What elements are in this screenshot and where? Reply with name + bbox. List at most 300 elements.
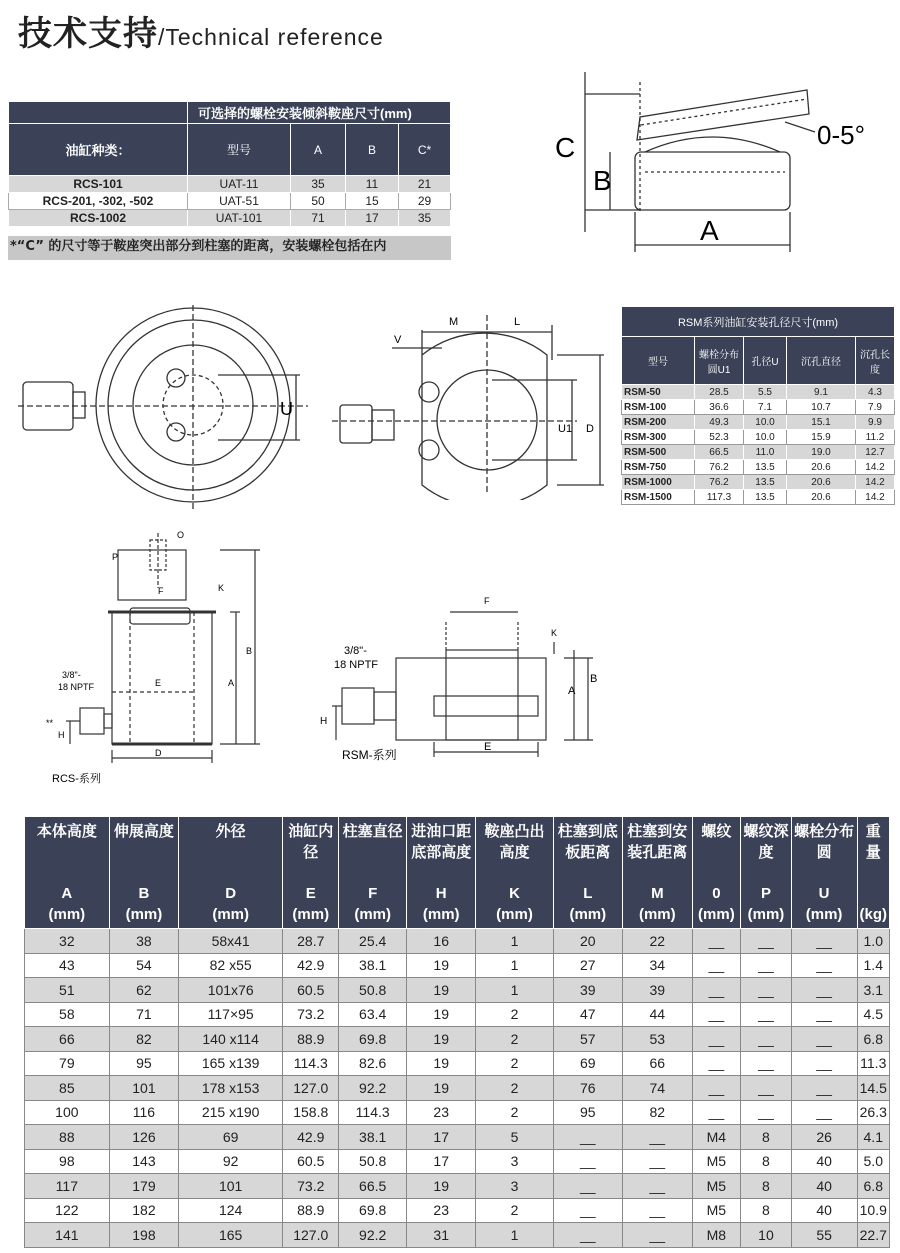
spec-cell: 88 [25, 1125, 110, 1150]
rsm-cell: 11.2 [856, 430, 895, 445]
spec-cell: 39 [623, 978, 693, 1003]
dim-label-a: A [568, 685, 576, 697]
port-label-1: 3/8"- [344, 645, 367, 657]
rsm-cell: 7.1 [744, 400, 787, 415]
spec-header-name: 本体高度 [36, 823, 97, 840]
rsm-cell: 13.5 [744, 490, 787, 505]
spec-cell: 69.8 [339, 1198, 407, 1223]
spec-cell: __ [791, 978, 857, 1003]
dim-label-u: U [280, 399, 293, 419]
spec-cell: __ [553, 1125, 623, 1150]
spec-header-unit: (mm) [354, 906, 391, 923]
dim-label-b: B [590, 673, 598, 685]
dim-label-a: A [700, 215, 719, 246]
spec-cell: 19 [406, 953, 476, 978]
spec-header-symbol [860, 883, 888, 904]
spec-header-name: 伸展高度 [113, 823, 174, 840]
spec-cell: 31 [406, 1223, 476, 1248]
spec-cell: 69.8 [339, 1027, 407, 1052]
rsm-cell: 11.0 [744, 445, 787, 460]
title-zh: 技术支持 [18, 14, 158, 54]
rsm-header: 沉孔直径 [787, 337, 856, 385]
saddle-cell: UAT-101 [188, 210, 291, 227]
spec-cell: 40 [791, 1198, 857, 1223]
dim-label-v: V [394, 334, 402, 346]
rsm-cell: 10.7 [787, 400, 856, 415]
spec-header [25, 817, 110, 929]
spec-header-symbol: L [583, 885, 593, 902]
spec-cell: 6.8 [857, 1027, 890, 1052]
spec-header [179, 817, 283, 929]
saddle-header: 型号 [188, 124, 291, 176]
spec-cell: 19 [406, 1076, 476, 1101]
spec-header-name: 螺纹 [701, 823, 732, 840]
rsm-row [622, 415, 895, 430]
spec-header [283, 817, 339, 929]
spec-cell: 60.5 [283, 978, 339, 1003]
spec-header-name: 重量 [865, 823, 881, 861]
spec-cell: 23 [406, 1100, 476, 1125]
spec-header-symbol: U [818, 885, 830, 902]
spec-header [692, 817, 741, 929]
spec-cell: __ [623, 1198, 693, 1223]
spec-cell: 53 [623, 1027, 693, 1052]
saddle-cell: RCS-101 [9, 176, 188, 193]
spec-cell: 73.2 [283, 1002, 339, 1027]
spec-row [25, 1076, 890, 1101]
rcs-caption: RCS-系列 [52, 773, 101, 785]
spec-cell: 10.9 [857, 1198, 890, 1223]
rsm-cell: 20.6 [787, 460, 856, 475]
rsm-cell: 10.0 [744, 415, 787, 430]
spec-cell: 47 [553, 1002, 623, 1027]
spec-cell: 2 [476, 1002, 553, 1027]
spec-cell: __ [741, 1027, 792, 1052]
tilted-saddle-shape [637, 90, 809, 140]
rsm-cell: RSM-200 [622, 415, 695, 430]
spec-cell: M5 [692, 1198, 741, 1223]
rsm-cell: 76.2 [695, 475, 744, 490]
spec-cell: __ [692, 1051, 741, 1076]
spec-cell: 8 [741, 1198, 792, 1223]
spec-cell: 5.0 [857, 1149, 890, 1174]
spec-cell: __ [791, 929, 857, 954]
spec-cell: 69 [179, 1125, 283, 1150]
rsm-side-diagram [318, 592, 618, 772]
dim-label-e: E [155, 678, 162, 688]
spec-header-name: 螺栓分布圆 [794, 823, 855, 861]
rsm-cell: 49.3 [695, 415, 744, 430]
saddle-cell: 29 [399, 193, 451, 210]
spec-cell: 116 [109, 1100, 179, 1125]
dim-label-angle: 0-5° [817, 120, 865, 150]
spec-cell: 58x41 [179, 929, 283, 954]
spec-cell: 43 [25, 953, 110, 978]
saddle-row [9, 210, 451, 227]
rsm-cell: 13.5 [744, 475, 787, 490]
spec-cell: 54 [109, 953, 179, 978]
spec-cell: 14.5 [857, 1076, 890, 1101]
saddle-header: A [291, 124, 346, 176]
spec-cell: __ [741, 1076, 792, 1101]
spec-cell: 66.5 [339, 1174, 407, 1199]
spec-cell: 141 [25, 1223, 110, 1248]
spec-cell: 143 [109, 1149, 179, 1174]
spec-cell: 20 [553, 929, 623, 954]
spec-cell: __ [791, 953, 857, 978]
saddle-row [9, 193, 451, 210]
spec-cell: 3.1 [857, 978, 890, 1003]
saddle-header: C* [399, 124, 451, 176]
spec-cell: 57 [553, 1027, 623, 1052]
spec-cell: 101x76 [179, 978, 283, 1003]
spec-cell: M5 [692, 1149, 741, 1174]
saddle-cell: RCS-1002 [9, 210, 188, 227]
spec-cell: 17 [406, 1125, 476, 1150]
spec-cell: __ [791, 1076, 857, 1101]
rsm-cell: 15.9 [787, 430, 856, 445]
spec-cell: 127.0 [283, 1223, 339, 1248]
spec-row [25, 1027, 890, 1052]
spec-cell: 8 [741, 1149, 792, 1174]
spec-header-unit: (mm) [292, 906, 330, 923]
spec-cell: 1 [476, 929, 553, 954]
spec-cell: 98 [25, 1149, 110, 1174]
spec-cell: 1 [476, 978, 553, 1003]
spec-cell: __ [692, 929, 741, 954]
saddle-cell: 11 [346, 176, 399, 193]
dim-label-m: M [449, 316, 459, 328]
spec-cell: __ [741, 953, 792, 978]
spec-header [623, 817, 693, 929]
spec-cell: 122 [25, 1198, 110, 1223]
saddle-cell: UAT-51 [188, 193, 291, 210]
spec-cell: 69 [553, 1051, 623, 1076]
spec-header [406, 817, 476, 929]
rsm-caption: RSM-系列 [342, 748, 397, 762]
spec-table [24, 816, 890, 1248]
spec-cell: __ [791, 1051, 857, 1076]
tilt-saddle-diagram [545, 62, 895, 262]
spec-cell: M5 [692, 1174, 741, 1199]
spec-cell: 16 [406, 929, 476, 954]
saddle-cell: 71 [291, 210, 346, 227]
spec-header-unit: (mm) [747, 906, 785, 923]
saddle-cell: 35 [399, 210, 451, 227]
saddle-cell: 17 [346, 210, 399, 227]
spec-cell: 11.3 [857, 1051, 890, 1076]
rsm-cell: 20.6 [787, 490, 856, 505]
saddle-cell: 35 [291, 176, 346, 193]
rsm-table [621, 306, 895, 505]
spec-cell: 82.6 [339, 1051, 407, 1076]
spec-cell: 55 [791, 1223, 857, 1248]
rsm-table-caption: RSM系列油缸安装孔径尺寸(mm) [622, 307, 895, 337]
spec-cell: 26.3 [857, 1100, 890, 1125]
spec-cell: 182 [109, 1198, 179, 1223]
spec-cell: 40 [791, 1149, 857, 1174]
spec-cell: __ [623, 1223, 693, 1248]
spec-cell: 198 [109, 1223, 179, 1248]
spec-cell: __ [623, 1149, 693, 1174]
rsm-cell: 52.3 [695, 430, 744, 445]
note-marker: ** [46, 718, 54, 728]
base-cylinder-shape [635, 152, 790, 210]
page-title [18, 6, 384, 55]
spec-cell: 126 [109, 1125, 179, 1150]
saddle-table [8, 101, 451, 227]
rcs-side-diagram [40, 528, 280, 788]
spec-cell: __ [623, 1174, 693, 1199]
saddle-row [9, 176, 451, 193]
spec-cell: 114.3 [339, 1100, 407, 1125]
spec-cell: 101 [109, 1076, 179, 1101]
saddle-note: *“C” 的尺寸等于鞍座突出部分到柱塞的距离，安装螺栓包括在内 [8, 236, 451, 260]
dim-label-b: B [246, 646, 253, 656]
spec-row [25, 1223, 890, 1248]
spec-header-unit: (mm) [496, 906, 533, 923]
spec-cell: 3 [476, 1174, 553, 1199]
saddle-cell: 21 [399, 176, 451, 193]
port-label-2: 18 NPTF [334, 659, 379, 671]
spec-cell: 4.5 [857, 1002, 890, 1027]
spec-cell: 38 [109, 929, 179, 954]
spec-cell: __ [692, 1002, 741, 1027]
spec-header [339, 817, 407, 929]
spec-cell: __ [692, 1076, 741, 1101]
spec-header-name: 柱塞到安装孔距离 [627, 823, 688, 861]
spec-header-unit: (mm) [698, 906, 735, 923]
spec-header-unit: (mm) [48, 906, 86, 923]
spec-cell: 10 [741, 1223, 792, 1248]
spec-header-symbol: E [305, 885, 316, 902]
spec-cell: 28.7 [283, 929, 339, 954]
spec-header-unit: (mm) [125, 906, 163, 923]
spec-row [25, 953, 890, 978]
rsm-cell: 4.3 [856, 385, 895, 400]
spec-header-unit: (kg) [859, 906, 887, 923]
spec-row [25, 1051, 890, 1076]
spec-cell: 62 [109, 978, 179, 1003]
dim-label-e: E [484, 741, 492, 753]
spec-cell: 39 [553, 978, 623, 1003]
spec-cell: M4 [692, 1125, 741, 1150]
spec-cell: __ [553, 1174, 623, 1199]
spec-cell: 60.5 [283, 1149, 339, 1174]
spec-cell: 117 [25, 1174, 110, 1199]
spec-cell: 92.2 [339, 1076, 407, 1101]
spec-cell: 5 [476, 1125, 553, 1150]
spec-header [857, 817, 890, 929]
spec-cell: 1 [476, 953, 553, 978]
rsm-cell: 66.5 [695, 445, 744, 460]
spec-header [741, 817, 792, 929]
spec-header-symbol: K [509, 885, 520, 902]
rsm-header: 型号 [622, 337, 695, 385]
spec-cell: 50.8 [339, 978, 407, 1003]
spec-header-symbol: F [368, 885, 378, 902]
spec-cell: __ [741, 1002, 792, 1027]
spec-cell: 66 [623, 1051, 693, 1076]
spec-cell: 158.8 [283, 1100, 339, 1125]
spec-row [25, 1100, 890, 1125]
rsm-cell: 19.0 [787, 445, 856, 460]
spec-cell: 50.8 [339, 1149, 407, 1174]
spec-cell: 1.0 [857, 929, 890, 954]
spec-cell: 2 [476, 1100, 553, 1125]
spec-cell: 82 [623, 1100, 693, 1125]
spec-header-symbol: A [61, 885, 73, 902]
dome-shape [645, 137, 780, 152]
dim-label-f: F [158, 586, 164, 596]
spec-cell: 100 [25, 1100, 110, 1125]
spec-header-name: 外径 [215, 823, 246, 840]
rsm-cell: 76.2 [695, 460, 744, 475]
spec-cell: 2 [476, 1076, 553, 1101]
rsm-cell: 15.1 [787, 415, 856, 430]
spec-cell: 66 [25, 1027, 110, 1052]
spec-cell: 215 x190 [179, 1100, 283, 1125]
spec-header-name: 进油口距底部高度 [411, 823, 472, 861]
spec-cell: 4.1 [857, 1125, 890, 1150]
spec-cell: 179 [109, 1174, 179, 1199]
rsm-cell: RSM-50 [622, 385, 695, 400]
spec-header [476, 817, 553, 929]
rsm-row [622, 385, 895, 400]
rsm-cell: RSM-1000 [622, 475, 695, 490]
spec-header-unit: (mm) [638, 906, 676, 923]
spec-cell: 124 [179, 1198, 283, 1223]
spec-cell: 17 [406, 1149, 476, 1174]
spec-header-unit: (mm) [422, 906, 460, 923]
spec-row [25, 1125, 890, 1150]
title-en: /Technical reference [158, 24, 384, 50]
dim-label-l: L [514, 316, 521, 328]
rsm-cell: 12.7 [856, 445, 895, 460]
spec-cell: 117×95 [179, 1002, 283, 1027]
spec-row [25, 978, 890, 1003]
rsm-row [622, 475, 895, 490]
dim-label-u1: U1 [558, 423, 573, 435]
saddle-header: 油缸种类： [9, 124, 188, 176]
spec-cell: __ [623, 1125, 693, 1150]
rsm-cell: 14.2 [856, 475, 895, 490]
spec-cell: 8 [741, 1125, 792, 1150]
spec-cell: 2 [476, 1051, 553, 1076]
spec-cell: 165 x139 [179, 1051, 283, 1076]
spec-cell: __ [791, 1100, 857, 1125]
rsm-body-outline [422, 333, 547, 500]
rsm-cell: 9.9 [856, 415, 895, 430]
spec-cell: 101 [179, 1174, 283, 1199]
spec-header-name: 柱塞到底板距离 [557, 823, 618, 861]
spec-header [109, 817, 179, 929]
spec-cell: 92.2 [339, 1223, 407, 1248]
dim-label-h: H [320, 716, 328, 727]
rsm-header: 螺栓分布圆U1 [695, 337, 744, 385]
spec-cell: 34 [623, 953, 693, 978]
rsm-row [622, 490, 895, 505]
spec-cell: __ [741, 1051, 792, 1076]
dim-label-k: K [218, 583, 225, 593]
spec-cell: __ [791, 1027, 857, 1052]
spec-cell: 19 [406, 1002, 476, 1027]
rsm-cell: RSM-750 [622, 460, 695, 475]
spec-row [25, 1174, 890, 1199]
spec-cell: 25.4 [339, 929, 407, 954]
spec-cell: 82 x55 [179, 953, 283, 978]
dim-label-c: C [555, 132, 576, 163]
spec-cell: M8 [692, 1223, 741, 1248]
spec-header-unit: (mm) [569, 906, 607, 923]
dim-label-f: F [484, 596, 490, 606]
spec-cell: 42.9 [283, 1125, 339, 1150]
dim-label-p: P [112, 552, 119, 562]
rsm-row [622, 400, 895, 415]
spec-cell: 73.2 [283, 1174, 339, 1199]
spec-row [25, 1149, 890, 1174]
spec-cell: 19 [406, 1174, 476, 1199]
port-label-1: 3/8"- [62, 670, 81, 680]
spec-cell: __ [741, 1100, 792, 1125]
spec-cell: 42.9 [283, 953, 339, 978]
rsm-cell: 5.5 [744, 385, 787, 400]
spec-cell: __ [692, 1100, 741, 1125]
spec-cell: __ [791, 1002, 857, 1027]
spec-cell: 63.4 [339, 1002, 407, 1027]
spec-cell: __ [692, 978, 741, 1003]
rsm-cell: RSM-1500 [622, 490, 695, 505]
spec-cell: __ [553, 1223, 623, 1248]
spec-cell: 82 [109, 1027, 179, 1052]
rsm-cell: 9.1 [787, 385, 856, 400]
rsm-row [622, 460, 895, 475]
spec-header-symbol: D [225, 885, 237, 902]
spec-header [791, 817, 857, 929]
dim-label-h: H [58, 730, 65, 740]
rsm-cell: RSM-100 [622, 400, 695, 415]
spec-cell: 2 [476, 1198, 553, 1223]
saddle-cell: 50 [291, 193, 346, 210]
spec-cell: 22 [623, 929, 693, 954]
spec-cell: 95 [109, 1051, 179, 1076]
spec-cell: 127.0 [283, 1076, 339, 1101]
spec-header [553, 817, 623, 929]
spec-cell: 19 [406, 1027, 476, 1052]
spec-header-symbol: P [760, 885, 771, 902]
spec-header-symbol: B [138, 885, 150, 902]
spec-cell: __ [553, 1149, 623, 1174]
rsm-cell: 14.2 [856, 460, 895, 475]
spec-header-name: 鞍座凸出高度 [484, 823, 545, 861]
spec-header-symbol: 0 [712, 885, 721, 902]
spec-header-symbol: M [651, 885, 664, 902]
spec-cell: 32 [25, 929, 110, 954]
spec-cell: 1 [476, 1223, 553, 1248]
rsm-header: 孔径U [744, 337, 787, 385]
saddle-cell: UAT-11 [188, 176, 291, 193]
spec-header-unit: (mm) [212, 906, 249, 923]
rsm-top-diagram [332, 310, 612, 500]
rcs-top-diagram [18, 300, 318, 520]
dim-label-d: D [155, 748, 162, 758]
spec-cell: 38.1 [339, 1125, 407, 1150]
spec-cell: 165 [179, 1223, 283, 1248]
spec-cell: 51 [25, 978, 110, 1003]
spec-cell: __ [741, 978, 792, 1003]
spec-header-symbol: H [435, 885, 447, 902]
dim-label-d: D [586, 423, 594, 435]
